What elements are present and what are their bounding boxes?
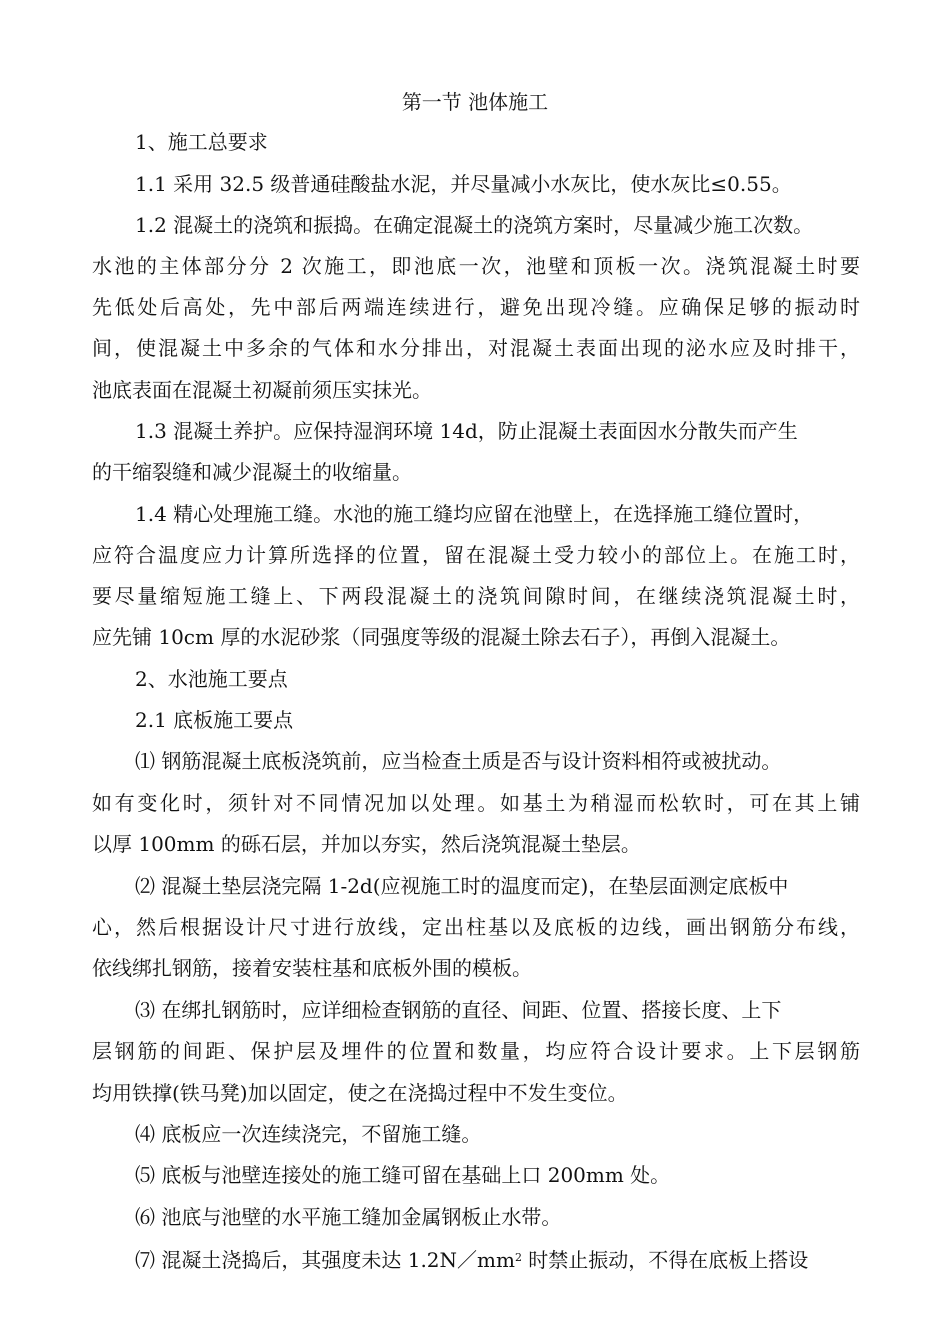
item-5: ⑸ 底板与池壁连接处的施工缝可留在基础上口 200mm 处。 [135,1163,671,1187]
item-7-text-b: 时禁止振动，不得在底板上搭设 [521,1248,809,1272]
item-6: ⑹ 池底与池壁的水平施工缝加金属钢板止水带。 [135,1205,562,1229]
paragraph-1-2-line: 1.2 混凝土的浇筑和振捣。在确定混凝土的浇筑方案时，尽量减少施工次数。 [135,213,814,237]
item-3-line: 均用铁撑(铁马凳)加以固定，使之在浇捣过程中不发生变位。 [92,1081,628,1105]
item-3-line: ⑶ 在绑扎钢筋时，应详细检查钢筋的直径、间距、位置、搭接长度、上下 [135,998,782,1022]
paragraph-1-2-line: 水池的主体部分分 2 次施工，即池底一次，池壁和顶板一次。浇筑混凝土时要 [92,254,860,278]
paragraph-1-4-line: 应符合温度应力计算所选择的位置，留在混凝土受力较小的部位上。在施工时， [92,543,860,567]
item-7-text-a: ⑺ 混凝土浇捣后，其强度未达 1.2N／mm [135,1248,515,1272]
paragraph-1-4-line: 1.4 精心处理施工缝。水池的施工缝均应留在池壁上，在选择施工缝位置时， [135,502,814,526]
item-1-line: 如有变化时，须针对不同情况加以处理。如基土为稍湿而松软时，可在其上铺 [92,791,860,815]
item-2-line: 心，然后根据设计尺寸进行放线，定出柱基以及底板的边线，画出钢筋分布线， [92,915,860,939]
item-2-line: 依线绑扎钢筋，接着安装柱基和底板外围的模板。 [92,956,532,980]
paragraph-1-4-line: 要尽量缩短施工缝上、下两段混凝土的浇筑间隙时间，在继续浇筑混凝土时， [92,584,860,608]
item-7 [135,1245,808,1271]
item-1-line: 以厚 100mm 的砾石层，并加以夯实，然后浇筑混凝土垫层。 [92,832,641,856]
paragraph-1-2-line: 间，使混凝土中多余的气体和水分排出，对混凝土表面出现的泌水应及时排干， [92,336,860,360]
heading-1: 1、施工总要求 [135,130,268,154]
paragraph-1-3-line: 1.3 混凝土养护。应保持湿润环境 14d，防止混凝土表面因水分散失而产生 [135,419,798,443]
paragraph-1-2-line: 先低处后高处，先中部后两端连续进行，避免出现冷缝。应确保足够的振动时 [92,295,860,319]
heading-2: 2、水池施工要点 [135,667,288,691]
heading-2-1: 2.1 底板施工要点 [135,708,294,732]
section-title: 第一节 池体施工 [401,90,549,114]
item-4: ⑷ 底板应一次连续浇完，不留施工缝。 [135,1122,482,1146]
item-1-line: ⑴ 钢筋混凝土底板浇筑前，应当检查土质是否与设计资料相符或被扰动。 [135,749,782,773]
paragraph-1-2-line: 池底表面在混凝土初凝前须压实抹光。 [92,378,432,402]
item-3-line: 层钢筋的间距、保护层及埋件的位置和数量，均应符合设计要求。上下层钢筋 [92,1039,860,1063]
paragraph-1-3-line: 的干缩裂缝和减少混凝土的收缩量。 [92,460,412,484]
item-2-line: ⑵ 混凝土垫层浇完隔 1-2d(应视施工时的温度而定)，在垫层面测定底板中 [135,874,789,898]
item-7-superscript: 2 [514,1251,522,1264]
paragraph-1-4-line: 应先铺 10cm 厚的水泥砂浆（同强度等级的混凝土除去石子），再倒入混凝土。 [92,625,791,649]
paragraph-1-1: 1.1 采用 32.5 级普通硅酸盐水泥，并尽量减小水灰比，使水灰比≤0.55。 [135,172,792,196]
